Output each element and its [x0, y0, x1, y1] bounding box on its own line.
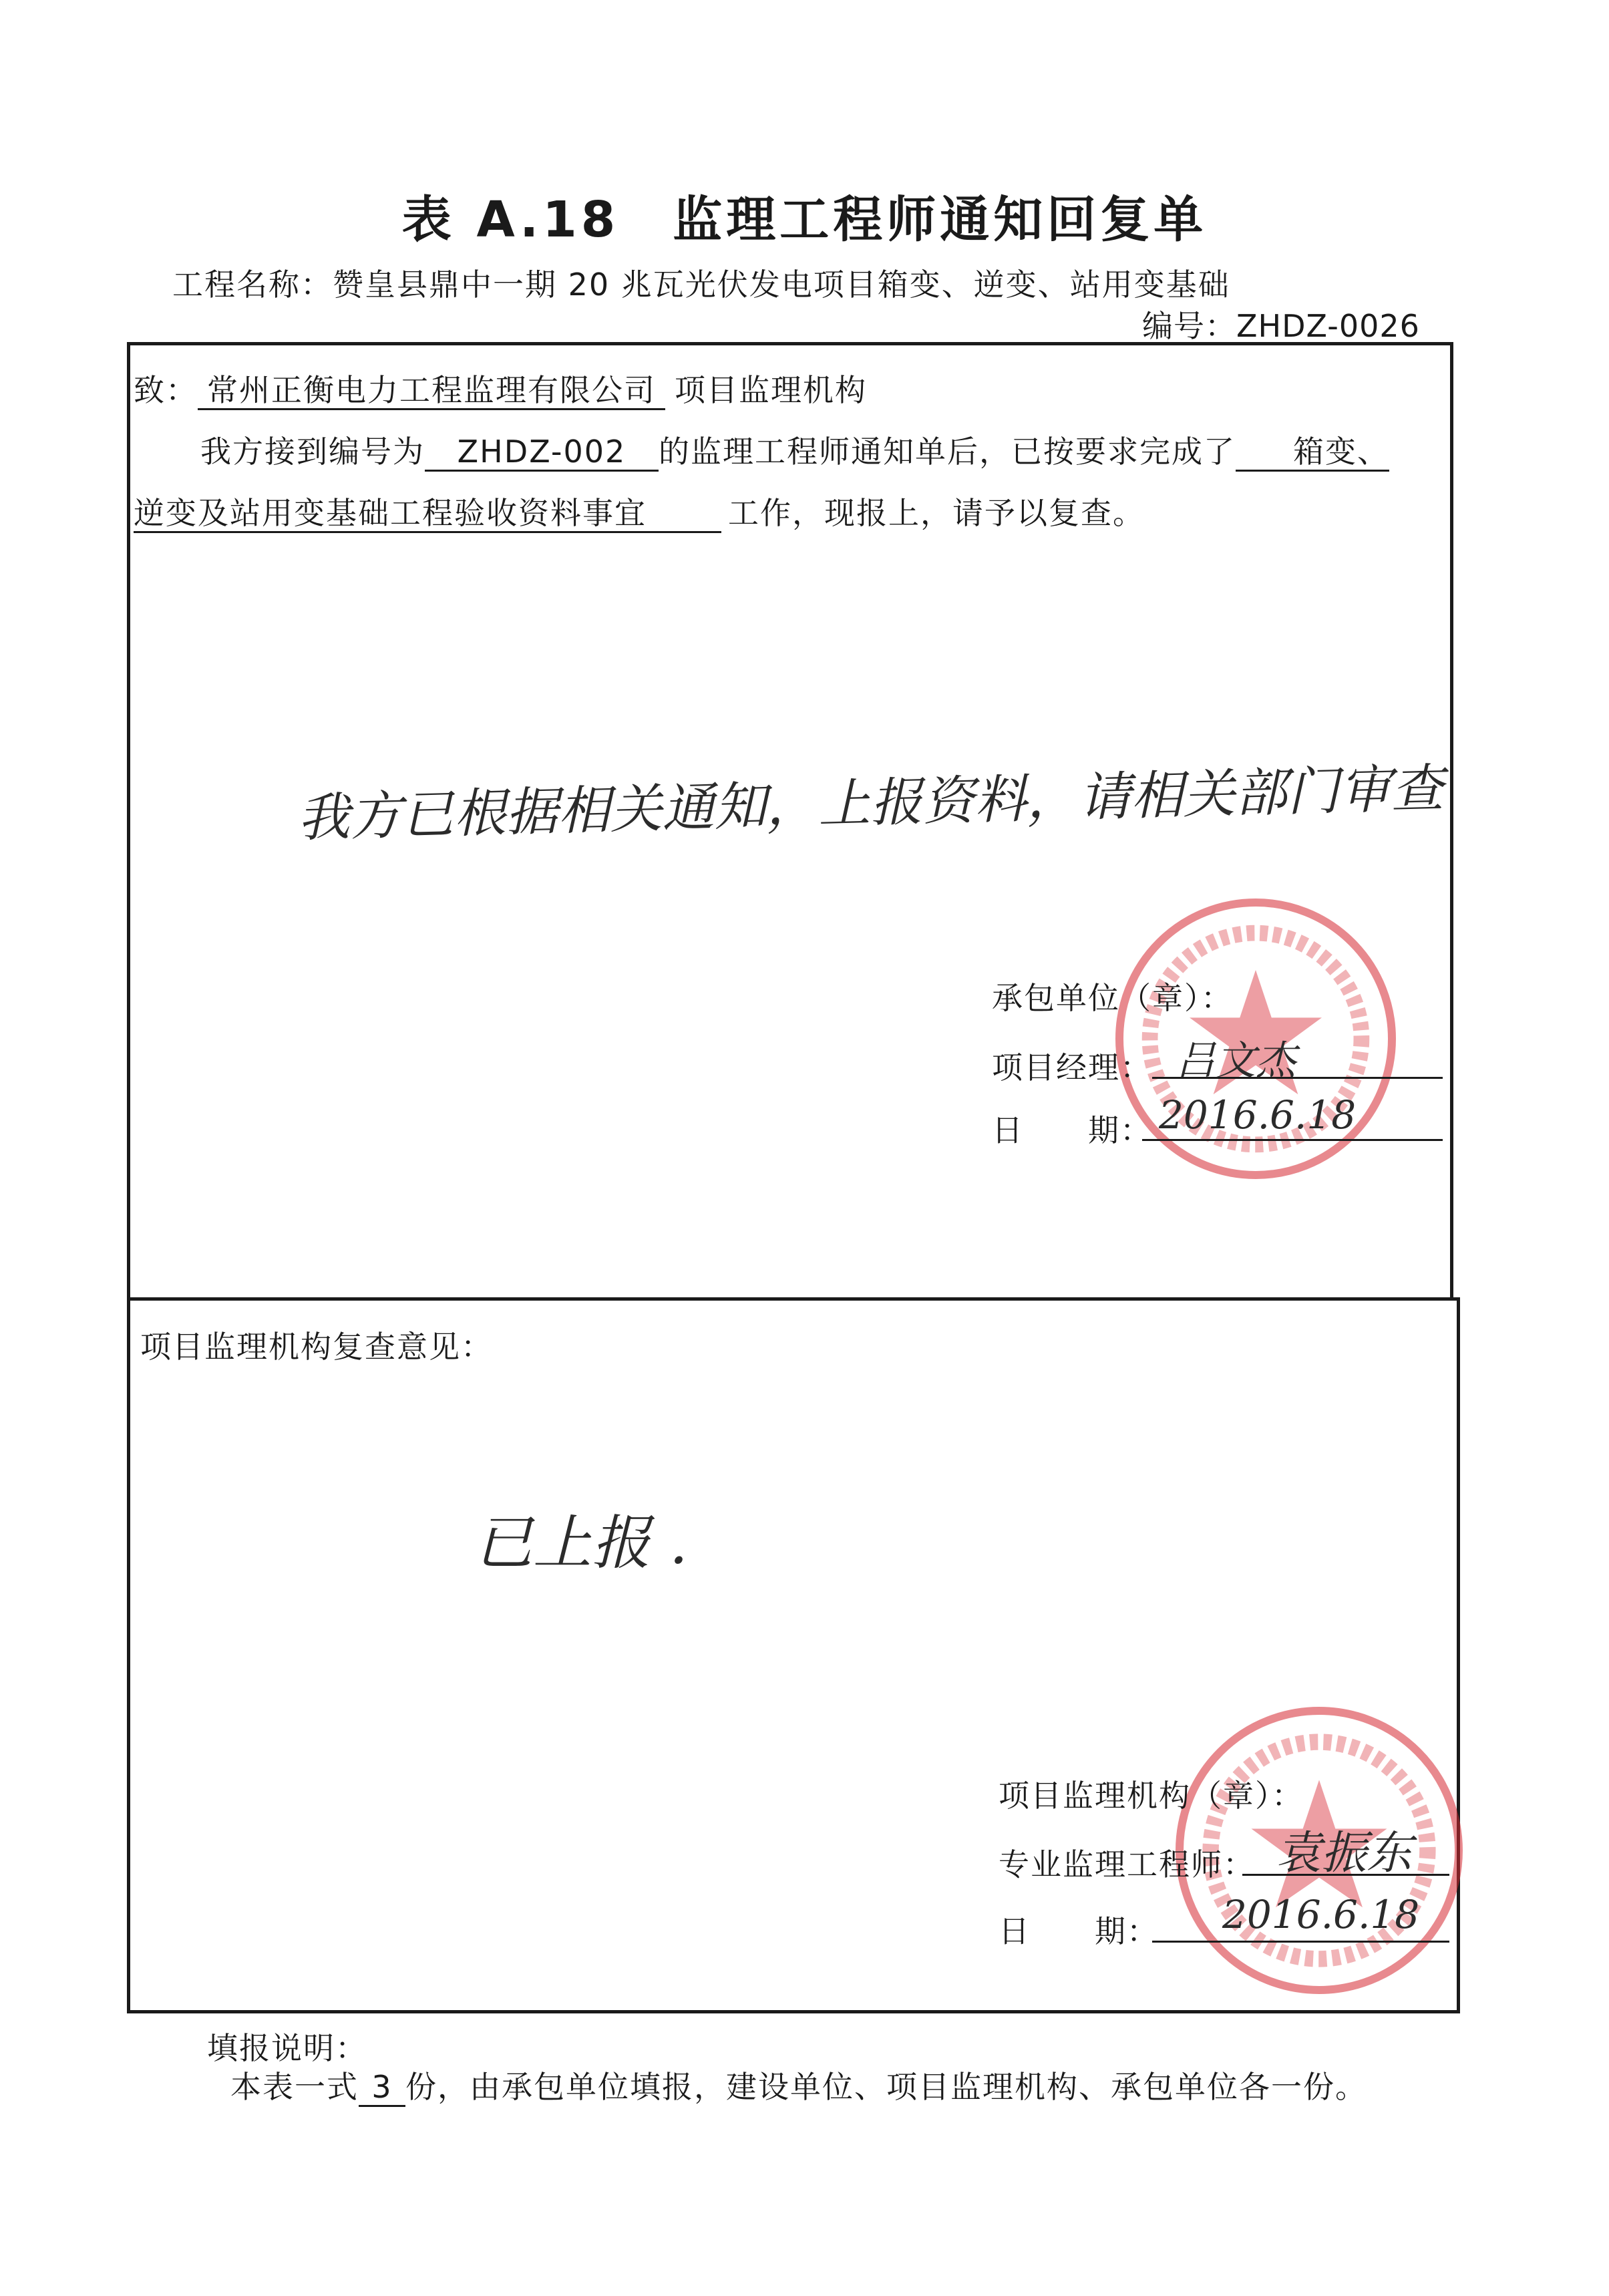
form-title-text: 监理工程师通知回复单	[673, 191, 1208, 249]
contractor-date: 2016.6.18	[1159, 1092, 1357, 1138]
body-prefix: 我方接到编号为	[200, 434, 425, 470]
form-code: 表 A.18	[401, 191, 620, 249]
contractor-date-label: 日 期：	[992, 1112, 1152, 1148]
review-label: 项目监理机构复查意见：	[140, 1329, 493, 1365]
engineer-label: 专业监理工程师：	[999, 1846, 1255, 1882]
contractor-label: 承包单位（章）：	[992, 980, 1233, 1016]
supervision-date-label: 日 期：	[999, 1913, 1159, 1949]
note-body	[230, 2063, 1367, 2107]
note-title: 填报说明：	[207, 2030, 367, 2066]
note-copies: 3	[359, 2070, 405, 2107]
number-label: 编号：	[1142, 308, 1236, 344]
supervision-date-line	[1152, 1941, 1449, 1943]
to-org: 常州正衡电力工程监理有限公司	[198, 373, 665, 410]
form-number	[1142, 302, 1420, 346]
number-value: ZHDZ-0026	[1236, 308, 1420, 344]
supervision-date: 2016.6.18	[1222, 1892, 1420, 1937]
body-line-1	[200, 428, 1389, 472]
addressee-line	[134, 366, 867, 410]
completed-item-part2: 逆变及站用变基础工程验收资料事宜	[134, 496, 721, 533]
note-suffix: 份，由承包单位填报，建设单位、项目监理机构、承包单位各一份。	[405, 2069, 1367, 2105]
body-line-2	[134, 489, 1145, 533]
notice-number: ZHDZ-002	[425, 434, 659, 472]
project-line	[172, 261, 1230, 305]
project-label: 工程名称：	[172, 267, 333, 303]
engineer-signature: 袁振东	[1276, 1827, 1413, 1880]
completed-item-part1: 箱变、	[1236, 434, 1389, 472]
form-title	[0, 180, 1609, 251]
note-prefix: 本表一式	[230, 2069, 359, 2105]
manager-label: 项目经理：	[992, 1049, 1152, 1086]
project-name: 赞皇县鼎中一期 20 兆瓦光伏发电项目箱变、逆变、站用变基础	[333, 267, 1230, 303]
to-label: 致：	[134, 372, 198, 408]
handwritten-opinion: 已上报 .	[474, 1508, 688, 1577]
manager-signature: 吕文杰	[1176, 1037, 1296, 1084]
body-middle: 的监理工程师通知单后，已按要求完成了	[659, 434, 1236, 470]
body-suffix: 工作，现报上，请予以复查。	[728, 495, 1145, 531]
to-suffix: 项目监理机构	[675, 372, 867, 408]
handwritten-reply: 我方已根据相关通知，上报资料，请相关部门审查	[297, 758, 1445, 849]
contractor-date-line	[1142, 1139, 1443, 1141]
supervision-org-label: 项目监理机构（章）：	[999, 1778, 1304, 1814]
